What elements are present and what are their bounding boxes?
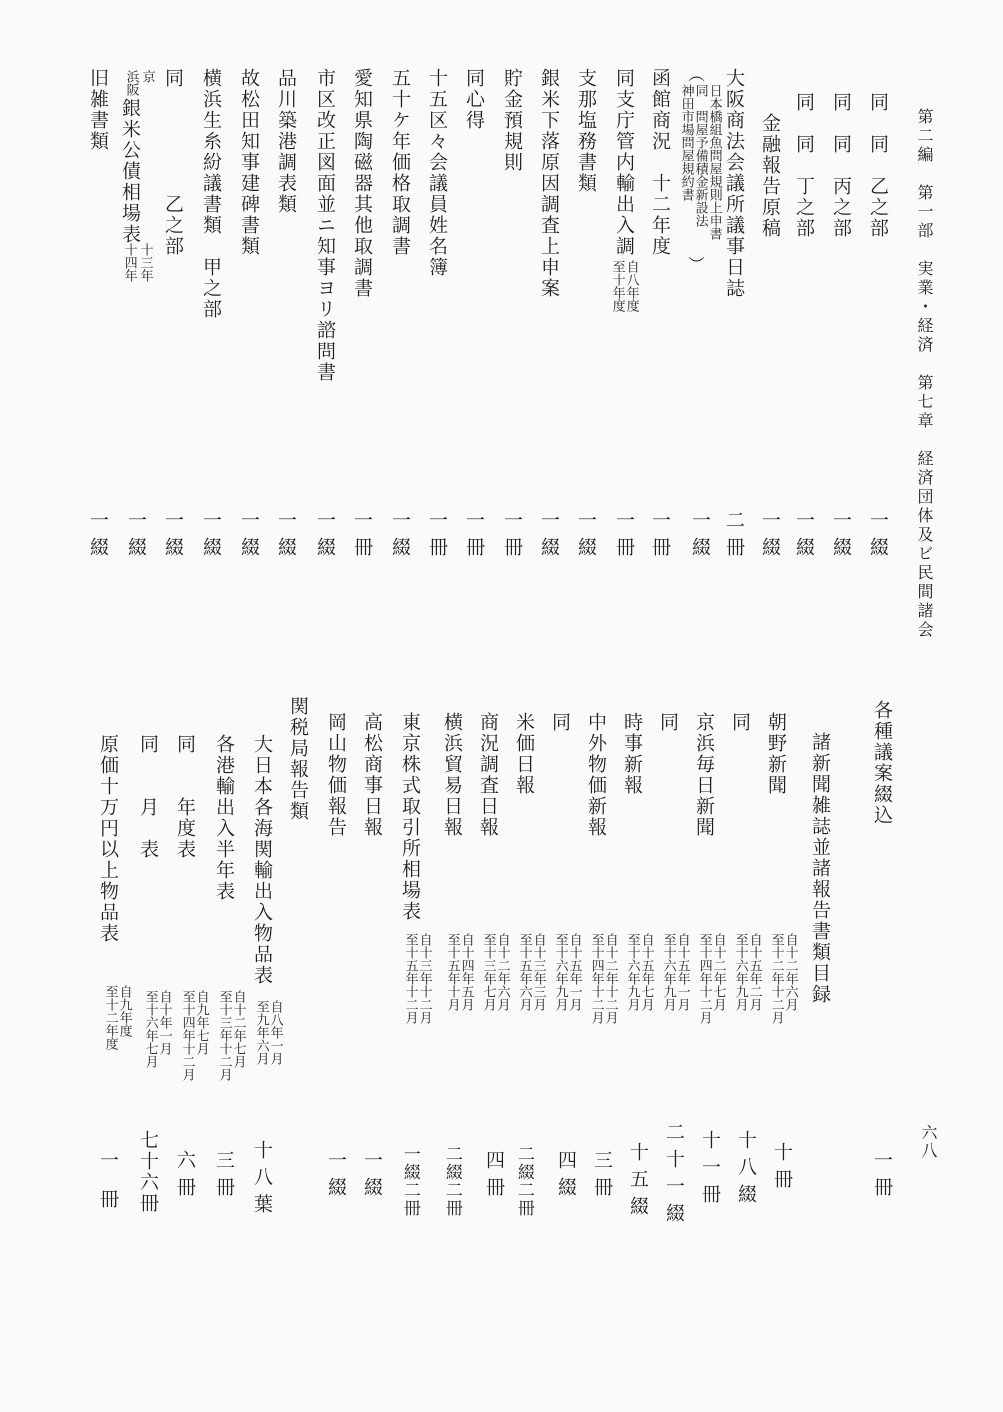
item-date: 自十二年六月 [782,933,798,1011]
item-date: 自十五年一月 [566,933,582,1011]
item-title: 同 月 表 [137,734,159,860]
item-date: 自十三年三月 [530,933,546,1011]
item-title: 旧雑書類 [87,68,109,152]
item-quantity: 一綴 [275,510,297,564]
item-title: 同 同 丙之部 [830,92,852,239]
item-title: 大日本各海関輸出入物品表 [251,734,273,986]
item-quantity: 一綴 [830,510,852,564]
item-quantity: 十八綴 [735,1130,757,1211]
item-quantity: 一冊 [871,1150,893,1204]
item-title-line: 神田市場問屋規約書 [678,84,694,201]
section-title: 諸新聞雑誌並諸報告書類目録 [809,732,831,1005]
item-date: 自十四年五月 [458,933,474,1011]
item-title: 函館商況 十二年度 [649,68,671,257]
item-quantity: 一冊 [351,510,373,564]
item-quantity: 十冊 [771,1142,793,1196]
item-date: 自十五年七月 [638,933,654,1011]
item-quantity: 七十六冊 [137,1130,159,1214]
item-quantity: 一冊 [426,510,448,564]
item-title: 原価十万円以上物品表 [97,734,119,944]
item-quantity: 一冊 [613,510,635,564]
item-date: 至十五年十二月 [402,933,418,1024]
item-title: 横浜貿易日報 [441,712,463,838]
item-quantity: 二綴二冊 [513,1145,534,1217]
item-quantity: 一綴 [361,1150,383,1204]
item-date: 自十五年一月 [674,933,690,1011]
item-title: 故松田知事建碑書類 [238,68,260,257]
item-date: 自十二年七月 [710,933,726,1011]
item-date: 自八年一月 [267,1000,283,1065]
item-date: 至十三年十二月 [216,990,232,1081]
item-quantity: 二十一綴 [663,1122,685,1230]
item-quantity: 一綴 [867,510,889,564]
item-date: 至十二年度 [102,985,118,1050]
item-title: 同 [729,712,751,733]
item-quantity: 一綴 [793,510,815,564]
item-date: 至十六年九月 [624,933,640,1011]
item-quantity: 二綴二冊 [441,1145,462,1217]
item-title: 岡山物価報告 [325,712,347,838]
item-date: 至十四年十二月 [179,990,195,1081]
item-date: 自十二年六月 [494,933,510,1011]
item-title: 同心得 [463,68,485,131]
item-date: 十四年 [121,243,137,282]
running-title: 第二編 第一部 実業・経済 第七章 経済団体及ビ民間諸会 [915,108,934,640]
item-quantity: 一冊 [463,510,485,564]
item-title: 金融報告原稿 [759,113,781,239]
item-title: 各港輸出入半年表 [213,734,235,902]
item-quantity: 一綴 [759,510,781,564]
item-date: 自八年度 [623,260,639,312]
item-date: 自十二年十二月 [602,933,618,1024]
item-date: 自十三年十二月 [416,933,432,1024]
item-date: 至十四年十二月 [696,933,712,1024]
item-title: 商況調査日報 [477,712,499,838]
item-quantity: 一綴 [238,510,260,564]
item-date: 十三年 [137,243,153,282]
item-quantity: 一綴 [87,510,109,564]
item-title: 各種議案綴込 [871,700,893,826]
item-date: 至十二年十二月 [768,933,784,1024]
item-quantity: 六冊 [174,1150,196,1204]
item-title: 同 [657,712,679,733]
item-title: 市区改正図面並ニ知事ヨリ諮問書 [314,68,336,383]
bracket-bottom: ︶ [686,256,705,272]
item-quantity: 一綴 [200,510,222,564]
item-date: 至九年六月 [253,1000,269,1065]
item-title: 十五区々会議員姓名簿 [426,68,448,278]
item-date: 自十年一月 [156,990,172,1055]
bracket-top: ︵ [686,66,705,82]
item-quantity: 一綴 [314,510,336,564]
item-title-line: 日本橋組魚問屋規則上申書 [706,84,722,240]
item-title: 高松商事日報 [361,712,383,838]
item-title: 東京株式取引所相場表 [399,712,421,922]
item-date: 至十年度 [609,260,625,312]
item-quantity: 十五綴 [627,1142,649,1223]
item-prefix: 京 [139,70,155,83]
item-quantity: 二冊 [723,510,745,564]
item-quantity: 一綴二冊 [399,1145,420,1217]
item-quantity: 一綴 [162,510,184,564]
item-quantity: 一綴 [389,510,411,564]
item-title: 朝野新聞 [765,712,787,796]
item-title: 愛知県陶磁器其他取調書 [351,68,373,299]
item-date: 至十六年九月 [660,933,676,1011]
item-title: 中外物価新報 [585,712,607,838]
item-title: 横浜生糸紛議書類 甲之部 [200,68,222,320]
item-date: 自十五年二月 [746,933,762,1011]
item-title: 貯金預規則 [501,68,523,173]
page-number: 六八 [919,1124,938,1160]
item-date: 至十四年十二月 [588,933,604,1024]
item-quantity: 一綴 [325,1150,347,1204]
item-date: 自十二年七月 [230,990,246,1068]
item-quantity: 三冊 [213,1150,235,1204]
item-title: 同 同 乙之部 [867,92,889,239]
item-title: 米価日報 [513,712,535,796]
item-title: 同支庁管内輸出入調 [613,68,635,257]
item-quantity: 一綴 [575,510,597,564]
item-quantity: 一冊 [649,510,671,564]
item-quantity: 一綴 [125,510,147,564]
item-date: 至十六年九月 [732,933,748,1011]
item-title: 同 [549,712,571,733]
item-date: 至十三年七月 [480,933,496,1011]
item-quantity: 四冊 [483,1150,505,1204]
item-title: 銀米下落原因調査上申案 [538,68,560,299]
item-title: 時事新報 [621,712,643,796]
item-title: 同 同 丁之部 [793,92,815,239]
item-quantity: 十一冊 [699,1130,721,1211]
item-prefix: 浜阪 [123,70,139,96]
item-quantity: 一綴 [538,510,560,564]
item-quantity: 一冊 [501,510,523,564]
item-quantity: 三冊 [591,1150,613,1204]
item-title: 五十ケ年価格取調書 [389,68,411,257]
item-date: 至十五年六月 [516,933,532,1011]
item-title-line: 同 問屋予備積金新設法 [692,84,708,227]
item-date: 至十五年十月 [444,933,460,1011]
item-title: 銀米公債相場表 [119,98,141,245]
item-title: 京浜毎日新聞 [693,712,715,838]
item-date: 自九年度 [116,985,132,1037]
item-title: 同 乙之部 [162,68,184,257]
item-quantity: 一綴 [689,510,711,564]
item-date: 至十六年九月 [552,933,568,1011]
item-title: 支那塩務書類 [575,68,597,194]
item-title: 大阪商法会議所議事日誌 [723,68,745,299]
item-date: 至十六年七月 [142,990,158,1068]
item-quantity: 十八葉 [251,1140,273,1221]
item-title: 同 年度表 [174,734,196,860]
item-quantity: 一冊 [97,1150,119,1228]
item-title: 品川築港調表類 [275,68,297,215]
item-title: 関税局報告類 [287,696,309,822]
item-quantity: 四綴 [555,1150,577,1204]
item-date: 自九年七月 [193,990,209,1055]
